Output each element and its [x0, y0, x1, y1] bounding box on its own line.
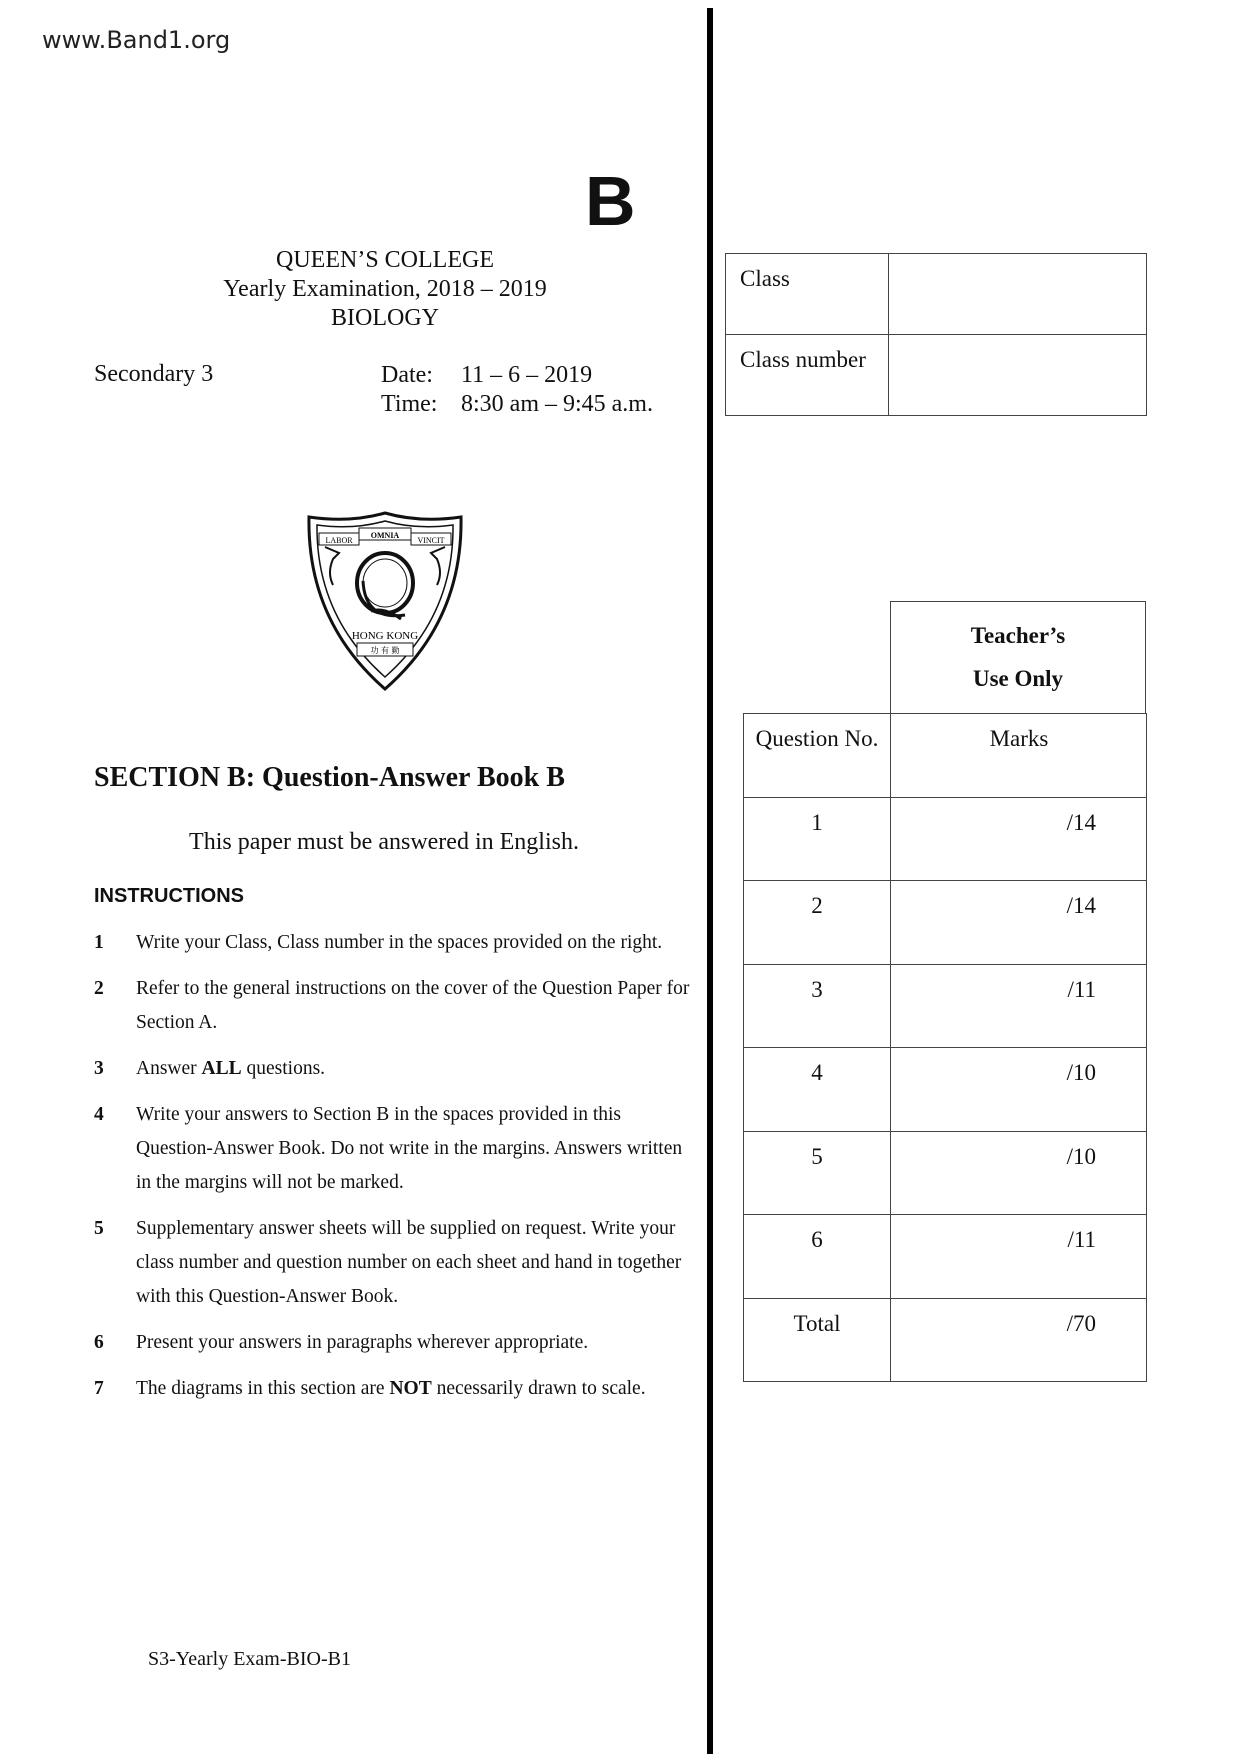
marks-cell[interactable]: /11: [891, 964, 1147, 1048]
instruction-item: [94, 1212, 694, 1314]
class-label: Class: [726, 254, 889, 335]
class-number-row: [726, 335, 1147, 416]
marks-cell[interactable]: /14: [891, 797, 1147, 881]
exam-header: [160, 246, 610, 333]
exam-title: Yearly Examination, 2018 – 2019: [223, 276, 547, 302]
instruction-item: [94, 1326, 694, 1360]
question-number: 6: [744, 1215, 891, 1299]
class-row: [726, 254, 1147, 335]
marks-header-row: [744, 714, 1147, 798]
question-number: 5: [744, 1131, 891, 1215]
table-row: [744, 1131, 1147, 1215]
marks-cell[interactable]: /10: [891, 1048, 1147, 1132]
instruction-text: The diagrams in this section are NOT necessarily drawn to scale.: [136, 1378, 646, 1399]
question-number: 1: [744, 797, 891, 881]
instruction-text: Write your answers to Section B in the spaces provided in this Question-Answer Book. Do not write in the margins. Answers written in the margins will not be marked.: [136, 1104, 683, 1193]
marks-table: [743, 713, 1147, 1382]
class-number-field[interactable]: [889, 335, 1147, 416]
instruction-text: Answer ALL questions.: [136, 1058, 326, 1079]
date-value: 11 – 6 – 2019: [461, 362, 593, 388]
question-no-header: Question No.: [744, 714, 891, 798]
page-footer-code: S3-Yearly Exam-BIO-B1: [148, 1648, 351, 1670]
marks-cell[interactable]: /14: [891, 881, 1147, 965]
instruction-number: 6: [94, 1332, 104, 1353]
form-level: Secondary 3: [94, 361, 214, 387]
subject-name: BIOLOGY: [331, 305, 439, 331]
table-row: [744, 1215, 1147, 1299]
total-marks-cell[interactable]: /70: [891, 1298, 1147, 1382]
total-label: Total: [744, 1298, 891, 1382]
instruction-number: 1: [94, 932, 104, 953]
instruction-number: 2: [94, 978, 104, 999]
instruction-number: 7: [94, 1378, 104, 1399]
question-number: 4: [744, 1048, 891, 1132]
instructions-heading: INSTRUCTIONS: [94, 885, 244, 907]
question-number: 3: [744, 964, 891, 1048]
instruction-item: [94, 972, 694, 1040]
instruction-text: Supplementary answer sheets will be supplied on request. Write your class number and question number on each sheet and hand in together with this Question-Answer Book.: [136, 1218, 682, 1307]
school-name: QUEEN’S COLLEGE: [276, 247, 494, 273]
page-divider: [707, 8, 713, 1754]
school-crest-icon: [305, 511, 465, 691]
table-row: [744, 964, 1147, 1048]
instruction-number: 4: [94, 1104, 104, 1125]
instructions-list: [94, 926, 694, 1418]
table-row: [744, 1048, 1147, 1132]
svg-text:VINCIT: VINCIT: [417, 536, 445, 545]
watermark-link[interactable]: www.Band1.org: [42, 26, 231, 54]
svg-text:LABOR: LABOR: [325, 536, 353, 545]
marks-cell[interactable]: /11: [891, 1215, 1147, 1299]
time-value: 8:30 am – 9:45 a.m.: [461, 391, 653, 417]
student-info-table: [725, 253, 1147, 416]
section-title: SECTION B: Question-Answer Book B: [94, 762, 565, 793]
marks-cell[interactable]: /10: [891, 1131, 1147, 1215]
svg-text:HONG KONG: HONG KONG: [351, 630, 419, 642]
date-time-block: [381, 361, 653, 419]
instruction-item: [94, 1052, 694, 1086]
language-note: This paper must be answered in English.: [189, 829, 579, 855]
table-row: [744, 797, 1147, 881]
marks-header: Marks: [891, 714, 1147, 798]
book-letter: B: [585, 162, 636, 240]
class-field[interactable]: [889, 254, 1147, 335]
question-number: 2: [744, 881, 891, 965]
class-number-label: Class number: [726, 335, 889, 416]
date-label: Date:: [381, 362, 433, 388]
instruction-number: 5: [94, 1218, 104, 1239]
instruction-item: [94, 1098, 694, 1200]
instruction-number: 3: [94, 1058, 104, 1079]
emphasis-text: NOT: [389, 1378, 432, 1399]
teacher-use-title: Teacher’s: [970, 623, 1066, 648]
instruction-item: [94, 926, 694, 960]
instruction-text: Write your Class, Class number in the spaces provided on the right.: [136, 932, 663, 953]
instruction-item: [94, 1372, 694, 1406]
svg-text:功 有 勤: 功 有 勤: [370, 646, 400, 655]
time-label: Time:: [381, 391, 438, 417]
total-row: [744, 1298, 1147, 1382]
teacher-use-subtitle: Use Only: [972, 666, 1064, 691]
instruction-text: Refer to the general instructions on the cover of the Question Paper for Section A.: [136, 978, 690, 1033]
teacher-use-header: [890, 601, 1146, 713]
emphasis-text: ALL: [201, 1058, 242, 1079]
svg-text:OMNIA: OMNIA: [370, 531, 400, 540]
instruction-text: Present your answers in paragraphs wherever appropriate.: [136, 1332, 589, 1353]
table-row: [744, 881, 1147, 965]
